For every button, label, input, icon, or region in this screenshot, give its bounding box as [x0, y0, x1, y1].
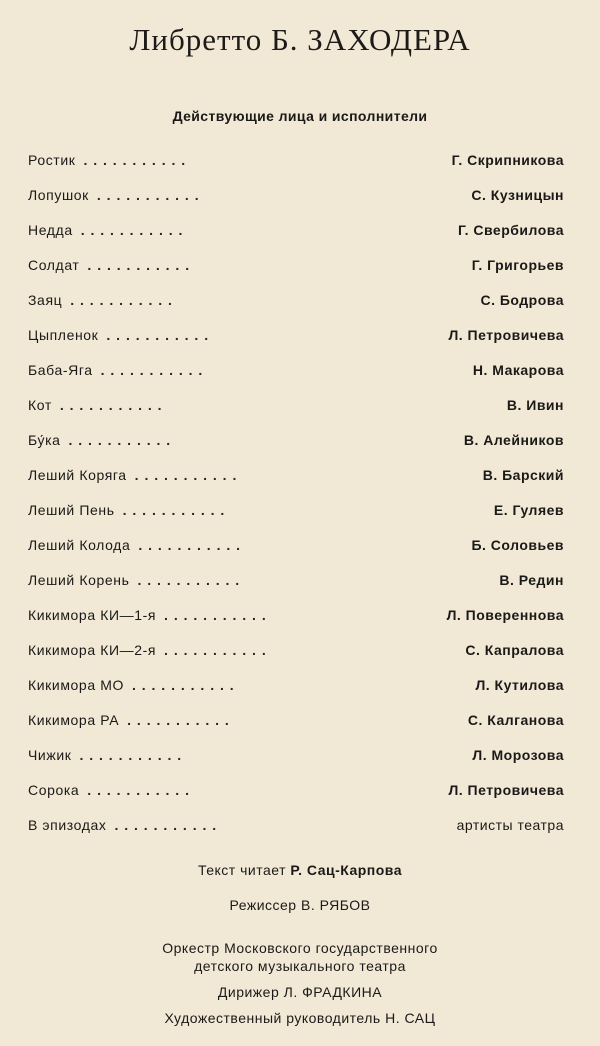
cast-row — [28, 568, 564, 592]
dot-leader — [138, 537, 463, 553]
dot-leader — [70, 292, 472, 308]
dot-leader — [60, 397, 499, 413]
role-name: Кикимора КИ—1-я — [28, 607, 157, 623]
actor-name: С. Кузницын — [471, 187, 564, 203]
dot-leader — [164, 642, 457, 658]
cast-row — [28, 813, 564, 837]
dot-leader — [123, 502, 486, 518]
role-name: Лопушок — [28, 187, 89, 203]
cast-row — [28, 603, 564, 627]
dot-leader — [164, 607, 439, 623]
cast-row — [28, 323, 564, 347]
text-reader-name: Р. Сац-Карпова — [290, 862, 403, 878]
cast-row — [28, 288, 564, 312]
actor-name: В. Алейников — [463, 432, 564, 448]
orchestra-line-1: Оркестр Московского государственного — [162, 940, 438, 956]
director-credit: Режиссер В. РЯБОВ — [229, 897, 371, 913]
role-name: Ростик — [28, 152, 76, 168]
dot-leader — [127, 712, 460, 728]
page-title: Либретто Б. ЗАХОДЕРА — [129, 22, 471, 57]
dot-leader — [106, 327, 440, 343]
role-name: Заяц — [28, 292, 63, 308]
actor-name: артисты театра — [456, 817, 564, 833]
role-name: Леший Пень — [28, 502, 115, 518]
dot-leader — [137, 572, 491, 588]
actor-name: В. Барский — [482, 467, 564, 483]
role-name: Баба-Яга — [28, 362, 93, 378]
role-name: В эпизодах — [28, 817, 107, 833]
dot-leader — [114, 817, 448, 833]
role-name: Кикимора МО — [28, 677, 124, 693]
dot-leader — [87, 257, 463, 273]
actor-name: Г. Свербилова — [457, 222, 564, 238]
dot-leader — [83, 152, 443, 168]
cast-row — [28, 253, 564, 277]
role-name: Солдат — [28, 257, 80, 273]
cast-row — [28, 148, 564, 172]
text-reader-credit — [0, 862, 600, 878]
cast-row — [28, 743, 564, 767]
cast-row — [28, 183, 564, 207]
text-reader-label: Текст читает — [197, 862, 286, 878]
actor-name: В. Ивин — [506, 397, 564, 413]
cast-row — [28, 463, 564, 487]
actor-name: Е. Гуляев — [493, 502, 564, 518]
actor-name: Н. Макарова — [472, 362, 564, 378]
actor-name: Л. Кутилова — [475, 677, 564, 693]
role-name: Леший Колода — [28, 537, 131, 553]
role-name: Кикимора РА — [28, 712, 120, 728]
actor-name: Г. Скрипникова — [451, 152, 564, 168]
actor-name: В. Редин — [499, 572, 564, 588]
cast-row — [28, 498, 564, 522]
cast-row — [28, 638, 564, 662]
actor-name: Л. Петровичева — [448, 782, 564, 798]
actor-name: Г. Григорьев — [471, 257, 564, 273]
cast-heading: Действующие лица и исполнители — [172, 108, 428, 124]
actor-name: С. Бодрова — [480, 292, 564, 308]
cast-row — [28, 533, 564, 557]
actor-name: С. Калганова — [467, 712, 564, 728]
dot-leader — [87, 782, 440, 798]
role-name: Недда — [28, 222, 73, 238]
role-name: Кот — [28, 397, 52, 413]
actor-name: Л. Морозова — [472, 747, 564, 763]
actor-name: Б. Соловьев — [471, 537, 564, 553]
role-name: Леший Корень — [28, 572, 130, 588]
role-name: Чижик — [28, 747, 72, 763]
cast-row — [28, 778, 564, 802]
role-name: Бу́ка — [28, 432, 61, 448]
actor-name: Л. Петровичева — [448, 327, 564, 343]
actor-name: С. Капралова — [465, 642, 564, 658]
dot-leader — [79, 747, 464, 763]
cast-row — [28, 428, 564, 452]
art-director-credit: Художественный руководитель Н. САЦ — [164, 1010, 436, 1026]
dot-leader — [132, 677, 468, 693]
cast-row — [28, 358, 564, 382]
dot-leader — [69, 432, 456, 448]
role-name: Леший Коряга — [28, 467, 127, 483]
role-name: Сорока — [28, 782, 80, 798]
conductor-credit: Дирижер Л. ФРАДКИНА — [217, 984, 383, 1000]
dot-leader — [97, 187, 464, 203]
role-name: Кикимора КИ—2-я — [28, 642, 157, 658]
orchestra-line-2: детского музыкального театра — [194, 958, 406, 974]
dot-leader — [101, 362, 465, 378]
role-name: Цыпленок — [28, 327, 99, 343]
cast-row — [28, 393, 564, 417]
cast-row — [28, 673, 564, 697]
actor-name: Л. Повереннова — [446, 607, 564, 623]
dot-leader — [81, 222, 450, 238]
cast-row — [28, 708, 564, 732]
cast-row — [28, 218, 564, 242]
dot-leader — [135, 467, 475, 483]
